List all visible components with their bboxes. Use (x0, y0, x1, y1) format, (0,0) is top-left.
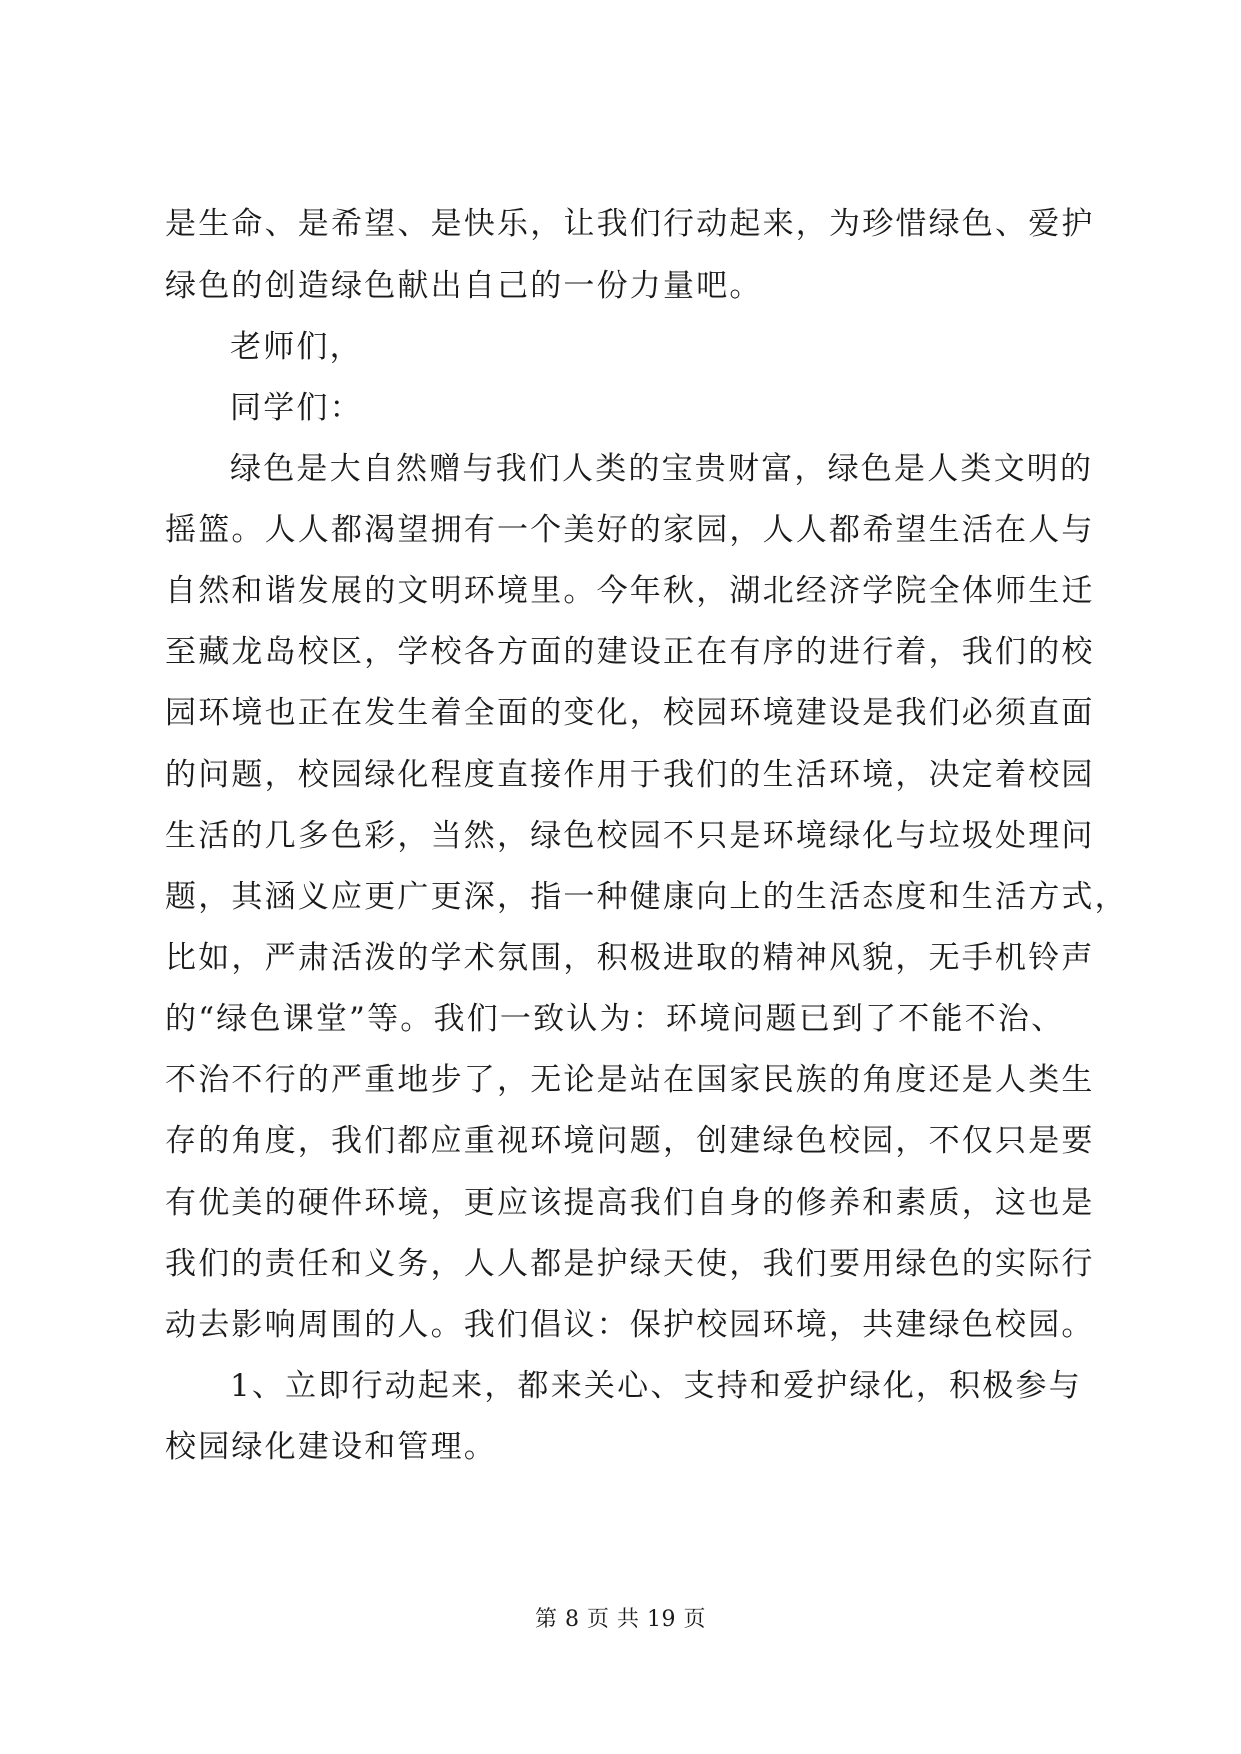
text-line: 题，其涵义应更广更深，指一种健康向上的生活态度和生活方式， (165, 879, 1128, 915)
text-line: 校园绿化建设和管理。 (165, 1429, 497, 1465)
text-line: 是生命、是希望、是快乐，让我们行动起来，为珍惜绿色、爱护 (165, 206, 1095, 242)
salutation-students: 同学们： (230, 390, 363, 426)
text-line: 的“绿色课堂”等。我们一致认为：环境问题已到了不能不治、 (165, 1001, 1065, 1037)
text-line: 动去影响周围的人。我们倡议：保护校园环境，共建绿色校园。 (165, 1307, 1095, 1343)
list-item-1: 1、立即行动起来，都来关心、支持和爱护绿化，积极参与 (230, 1368, 1082, 1404)
text-line: 至藏龙岛校区，学校各方面的建设正在有序的进行着，我们的校 (165, 634, 1095, 670)
text-line: 存的角度，我们都应重视环境问题，创建绿色校园，不仅只是要 (165, 1123, 1095, 1159)
paragraph-start: 绿色是大自然赠与我们人类的宝贵财富，绿色是人类文明的 (230, 451, 1094, 487)
text-line: 有优美的硬件环境，更应该提高我们自身的修养和素质，这也是 (165, 1185, 1095, 1221)
text-line: 生活的几多色彩，当然，绿色校园不只是环境绿化与垃圾处理问 (165, 818, 1095, 854)
text-line: 不治不行的严重地步了，无论是站在国家民族的角度还是人类生 (165, 1062, 1095, 1098)
text-line: 摇篮。人人都渴望拥有一个美好的家园，人人都希望生活在人与 (165, 512, 1095, 548)
text-line: 我们的责任和义务，人人都是护绿天使，我们要用绿色的实际行 (165, 1246, 1095, 1282)
text-line: 园环境也正在发生着全面的变化，校园环境建设是我们必须直面 (165, 695, 1095, 731)
text-line: 比如，严肃活泼的学术氛围，积极进取的精神风貌，无手机铃声 (165, 940, 1095, 976)
text-line: 的问题，校园绿化程度直接作用于我们的生活环境，决定着校园 (165, 757, 1095, 793)
salutation-teachers: 老师们， (230, 329, 363, 365)
page-number-footer: 第 8 页 共 19 页 (535, 1607, 706, 1632)
text-line: 自然和谐发展的文明环境里。今年秋，湖北经济学院全体师生迁 (165, 573, 1095, 609)
text-line: 绿色的创造绿色献出自己的一份力量吧。 (165, 268, 763, 304)
